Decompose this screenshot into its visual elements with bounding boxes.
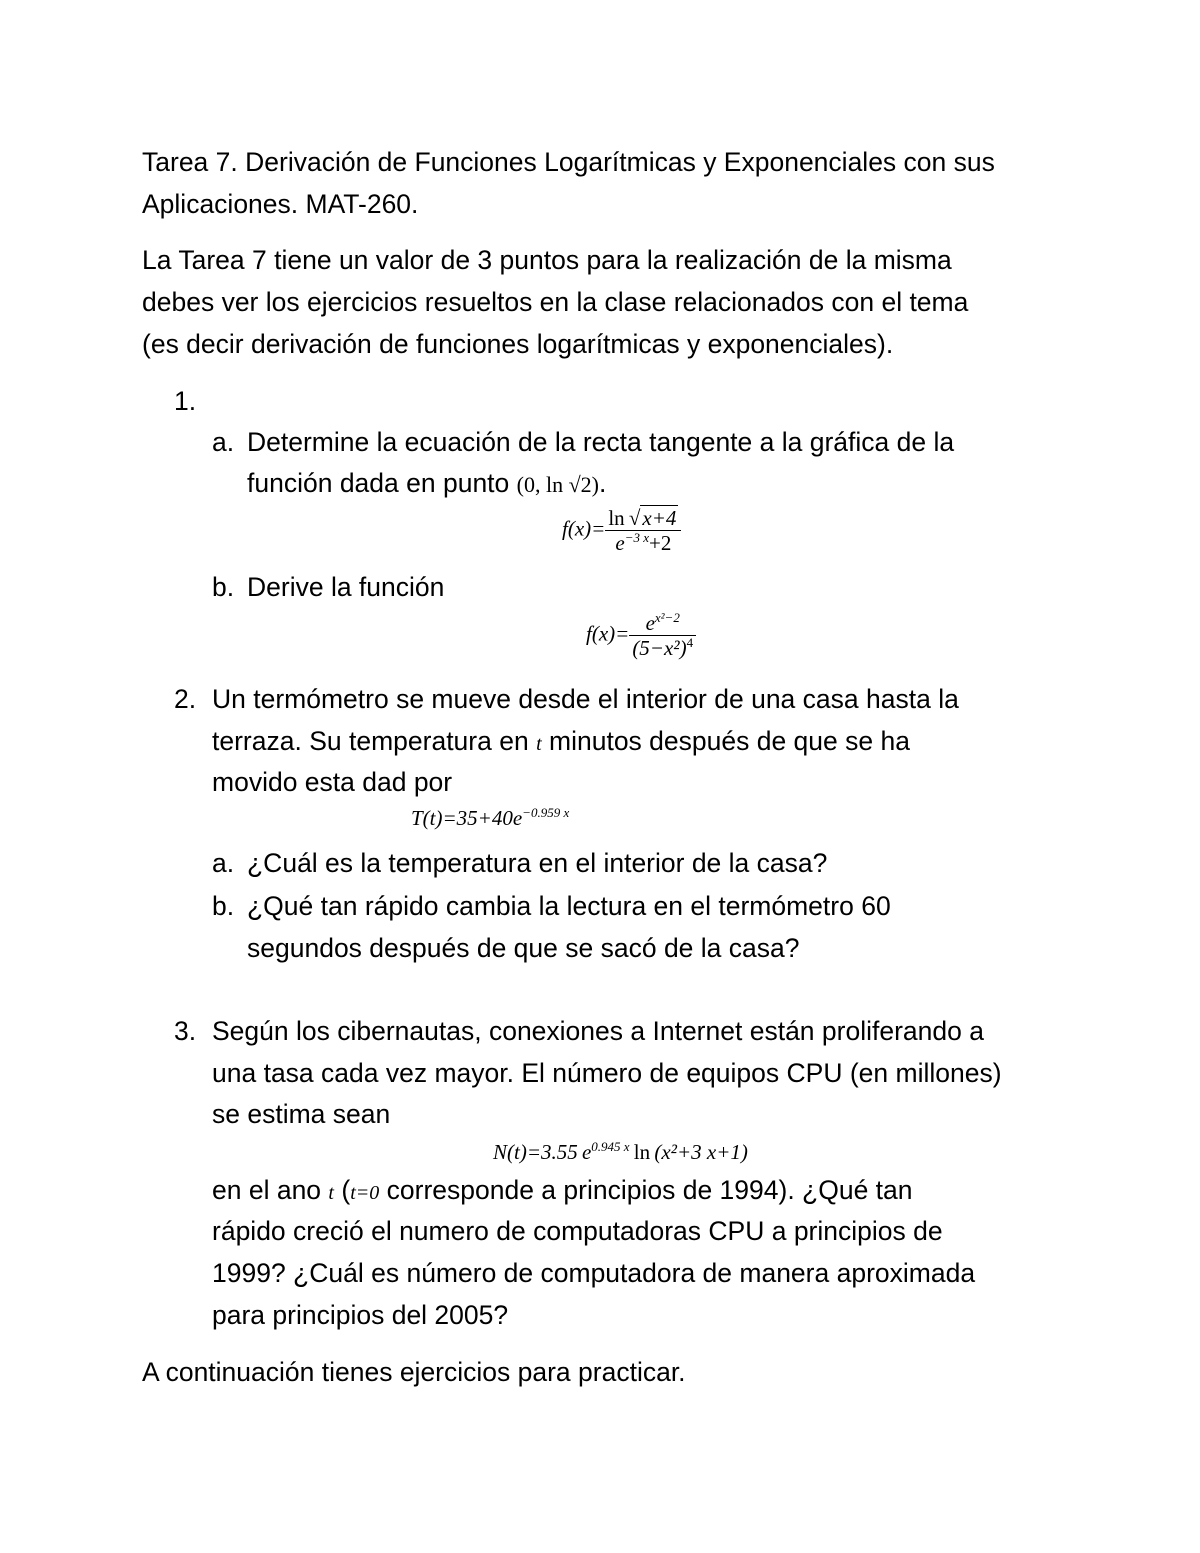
- q2-eq-e: e: [512, 806, 523, 830]
- q3-equation: [493, 1140, 748, 1165]
- q1b-eq-den-base: (5−x²): [632, 636, 687, 660]
- q2-number: 2.: [174, 684, 197, 714]
- q2-var-t: t: [536, 733, 542, 755]
- q3-eq-lhs: N(t)=3.55: [493, 1140, 578, 1164]
- intro-line-2: debes ver los ejercicios resueltos en la clase relacionados con el tema: [142, 287, 969, 317]
- q1a-period: .: [599, 468, 607, 498]
- q2b-label: b.: [212, 891, 235, 921]
- q2-eq-exp: −0.959 x: [522, 805, 570, 820]
- q3-line-7: para principios del 2005?: [212, 1300, 509, 1330]
- q1-number: 1.: [174, 386, 197, 416]
- q3-line-5: rápido creció el numero de computadoras CPU a principios de: [212, 1216, 943, 1246]
- q3-var-t: t: [328, 1182, 334, 1204]
- q1a-line-1: Determine la ecuación de la recta tangente a la gráfica de la: [247, 427, 955, 457]
- footer-text: A continuación tienes ejercicios para practicar.: [142, 1357, 686, 1387]
- intro-line-3: (es decir derivación de funciones logarítmicas y exponenciales).: [142, 329, 894, 359]
- q3-eq-exp: 0.945 x: [591, 1139, 630, 1154]
- q3-line-1: Según los cibernautas, conexiones a Internet están proliferando a: [212, 1016, 984, 1046]
- q2-line-1: Un termómetro se mueve desde el interior de una casa hasta la: [212, 684, 959, 714]
- q2b-line-1: ¿Qué tan rápido cambia la lectura en el termómetro 60: [247, 891, 891, 921]
- q1a-line-2-text: función dada en punto: [247, 468, 510, 498]
- q1a-point: (0, ln √2): [516, 472, 600, 497]
- q3-line-4: [212, 1170, 913, 1214]
- q3-line-3: se estima sean: [212, 1099, 391, 1129]
- q2-line-3: movido esta dad por: [212, 767, 453, 797]
- q1a-line-2: [247, 463, 606, 505]
- q1b-eq-lhs: f(x)=: [586, 621, 630, 646]
- q1a-eq-lhs: f(x)=: [562, 516, 606, 541]
- q3-eq-arg: (x²+3 x+1): [654, 1140, 748, 1164]
- q1b-eq-den-pow: 4: [686, 635, 694, 650]
- q2-equation: [411, 806, 569, 831]
- q1a-label: a.: [212, 427, 235, 457]
- q2-line-2: [212, 721, 910, 765]
- q3-eq-e: e: [581, 1140, 592, 1164]
- q1b-eq-fraction: [629, 611, 696, 660]
- q1a-eq-radicand: x+4: [642, 506, 677, 530]
- q3-line-6: 1999? ¿Cuál es número de computadora de manera aproximada: [212, 1258, 976, 1288]
- q2-line-2-after: minutos después de que se ha: [549, 726, 910, 756]
- q1a-eq-fraction: [605, 506, 681, 555]
- q2-line-2-before: terraza. Su temperatura en: [212, 726, 529, 756]
- q1a-equation: [562, 506, 681, 555]
- q1b-eq-exp: x²−2: [654, 610, 680, 625]
- q1b-equation: [586, 611, 696, 660]
- q1a-eq-sqrt: √x+4: [628, 506, 677, 530]
- q2b-line-2: segundos después de que se sacó de la casa?: [247, 933, 800, 963]
- q2a-label: a.: [212, 848, 235, 878]
- q2a-text: ¿Cuál es la temperatura en el interior de la casa?: [247, 848, 828, 878]
- q1a-eq-den-rest: +2: [649, 531, 672, 555]
- q3-eq-ln: ln: [633, 1140, 651, 1164]
- q3-line-4-before: en el ano: [212, 1175, 322, 1205]
- q3-line-4-after: corresponde a principios de 1994). ¿Qué tan: [386, 1175, 913, 1205]
- q1b-eq-e: e: [645, 611, 655, 635]
- title-line-2: Aplicaciones. MAT-260.: [142, 189, 419, 219]
- q3-line-2: una tasa cada vez mayor. El número de equipos CPU (en millones): [212, 1058, 1002, 1088]
- q1a-eq-denominator: [605, 531, 681, 555]
- q1a-eq-numerator: [605, 506, 681, 531]
- q1a-eq-ln: ln: [608, 506, 625, 530]
- q3-number: 3.: [174, 1016, 197, 1046]
- q3-line-4-paren: (: [341, 1175, 351, 1205]
- q1a-eq-exp: −3 x: [624, 530, 649, 545]
- q1b-text: Derive la función: [247, 572, 445, 602]
- title-line-1: Tarea 7. Derivación de Funciones Logarítmicas y Exponenciales con sus: [142, 147, 995, 177]
- q1b-eq-numerator: [629, 611, 696, 636]
- q2-eq-lhs: T(t)=35+40: [411, 806, 513, 830]
- q1b-eq-denominator: [629, 636, 696, 660]
- q1a-eq-e: e: [615, 531, 625, 555]
- q1b-label: b.: [212, 572, 235, 602]
- q3-cond: t=0: [350, 1182, 380, 1204]
- intro-line-1: La Tarea 7 tiene un valor de 3 puntos para la realización de la misma: [142, 245, 952, 275]
